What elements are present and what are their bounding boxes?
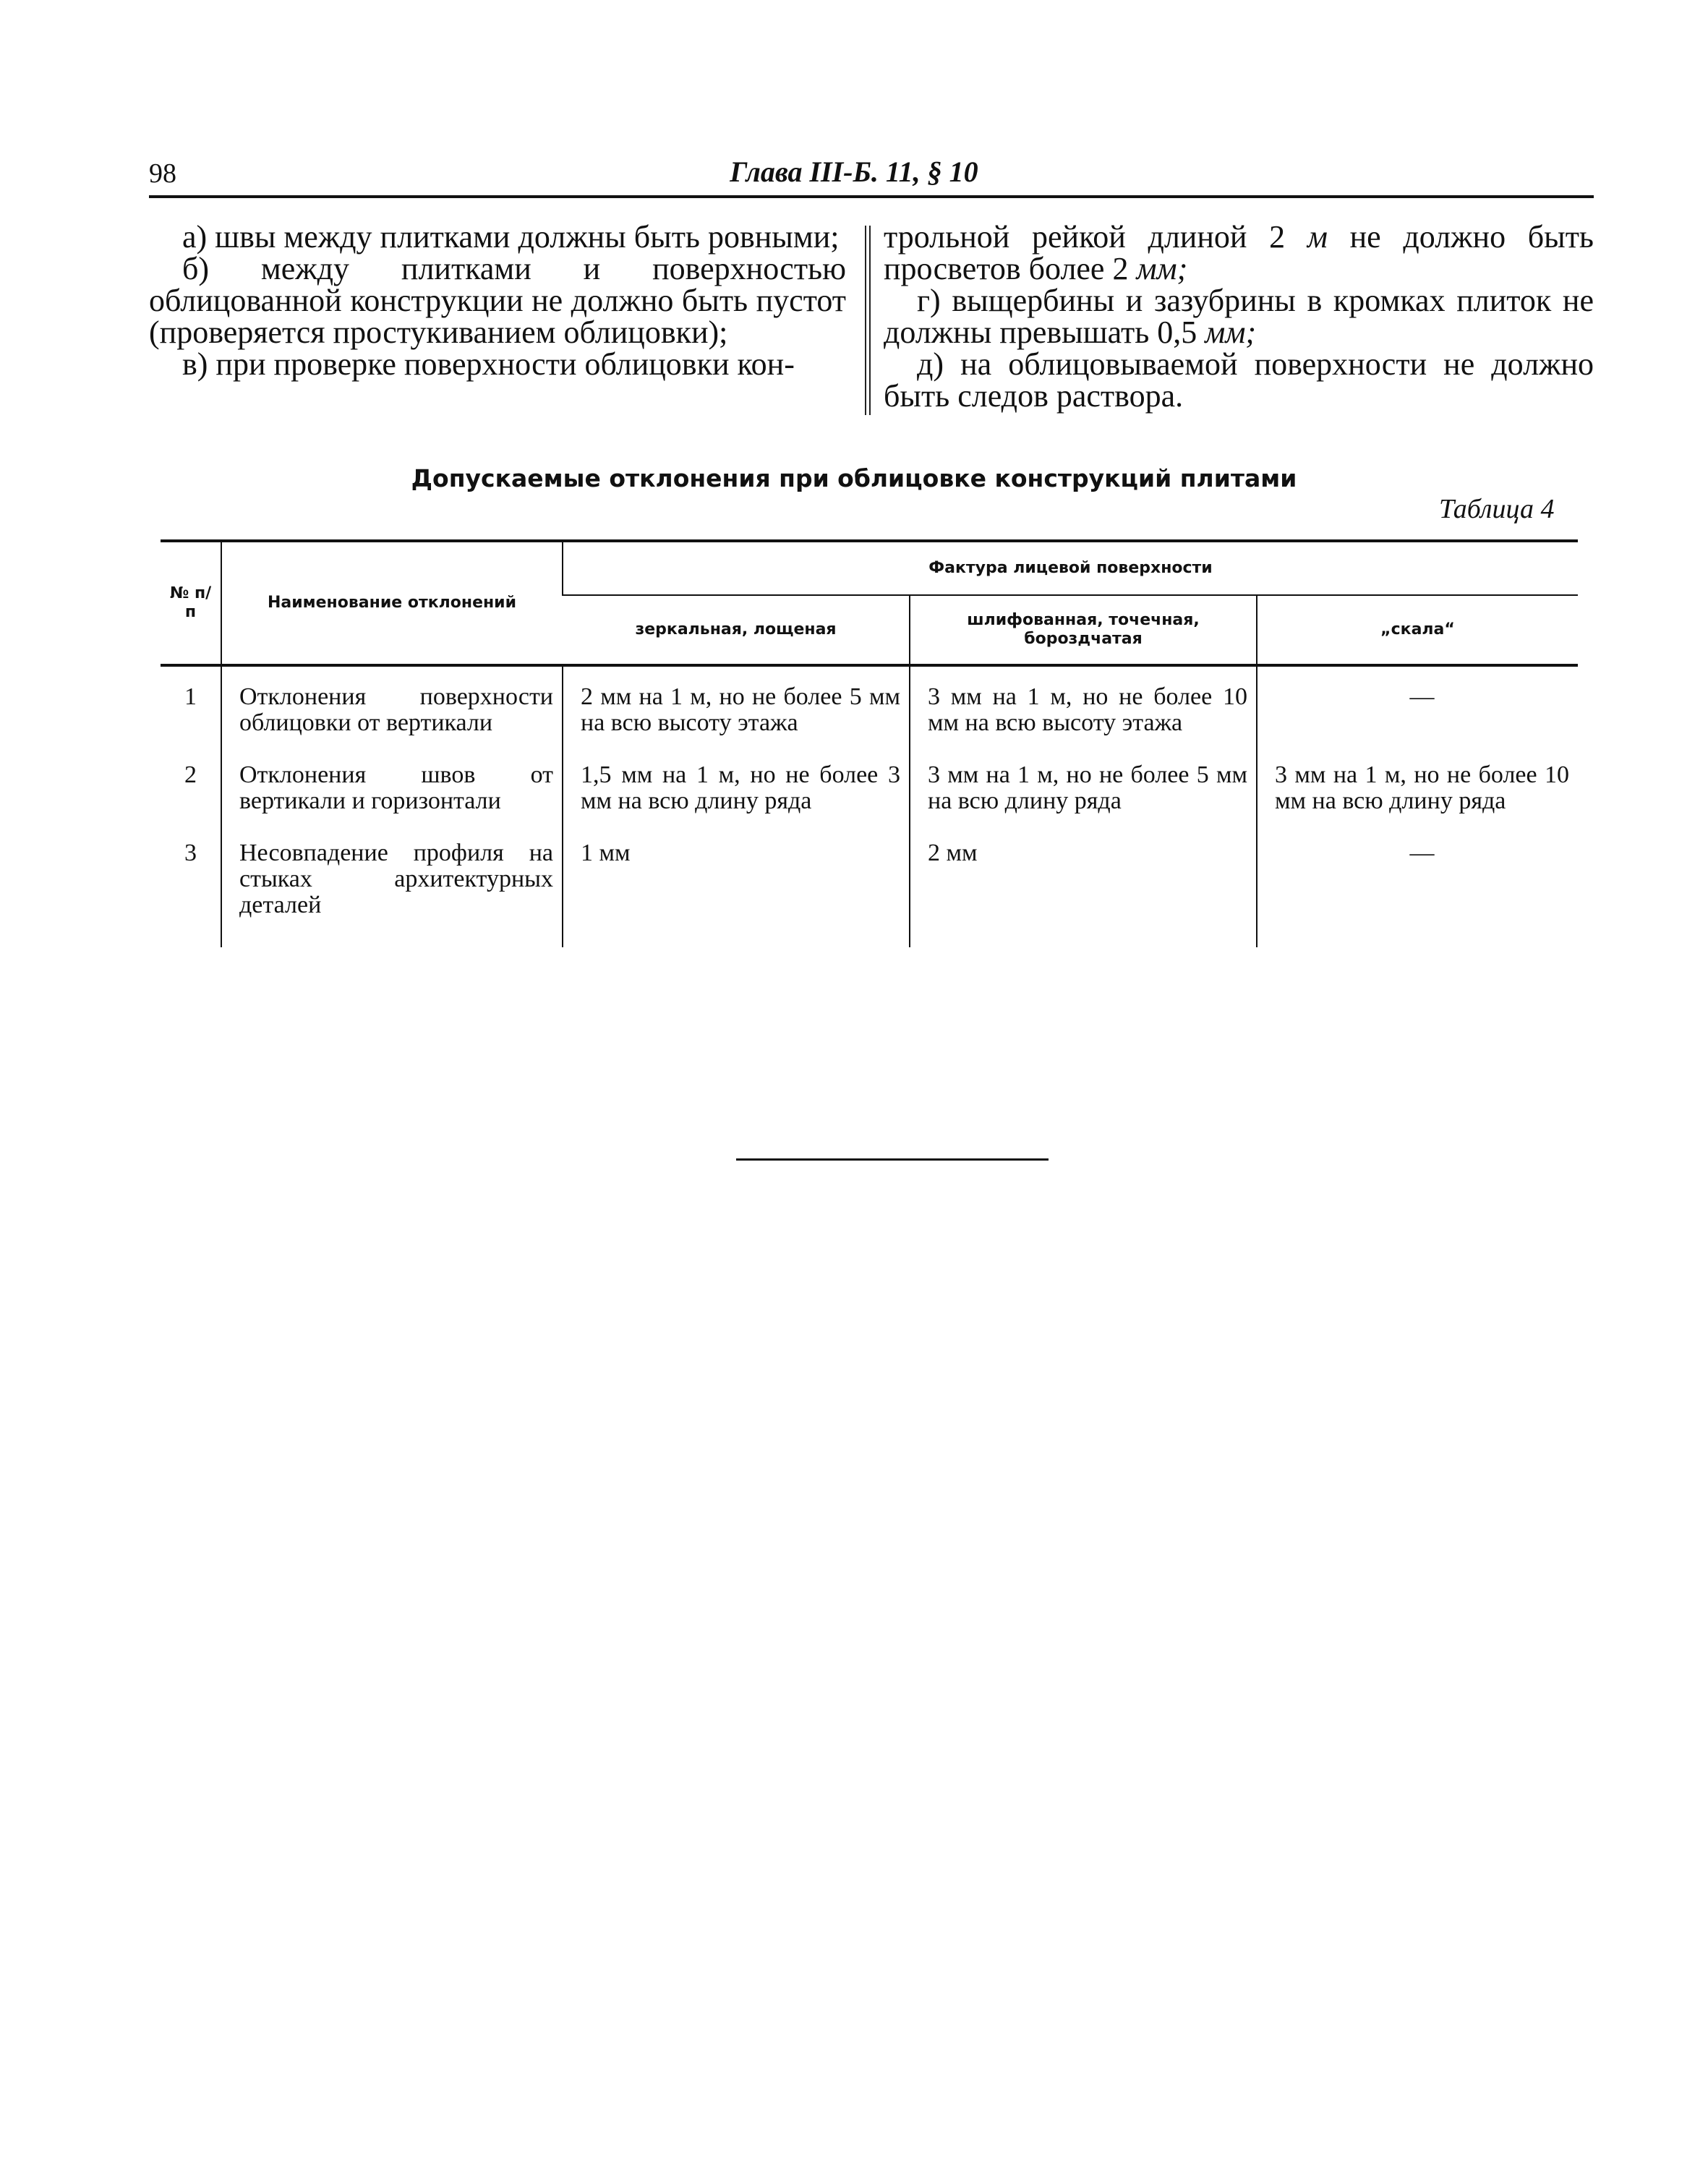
item-g-unit: мм; bbox=[1205, 315, 1257, 350]
row-c3: — bbox=[1257, 823, 1578, 947]
table-row bbox=[161, 745, 1578, 823]
item-v-text-1: трольной рейкой длиной 2 bbox=[884, 219, 1307, 255]
row-name: Несовпадение профиля на стыках архитектурных деталей bbox=[221, 823, 563, 947]
header-name: Наименование отклонений bbox=[221, 541, 563, 665]
item-a: а) швы между плитками должны быть ровными; bbox=[182, 219, 840, 255]
column-divider-second bbox=[869, 226, 871, 415]
row-num: 2 bbox=[184, 761, 197, 788]
row-name: Отклонения швов от вертикали и горизонтали bbox=[221, 745, 563, 823]
row-c1: 2 мм на 1 м, но не более 5 мм на всю высоту этажа bbox=[563, 665, 910, 745]
table-header-row bbox=[161, 541, 1578, 595]
text-column-left bbox=[149, 221, 846, 380]
header-group: Фактура лицевой поверхности bbox=[563, 541, 1578, 595]
end-rule bbox=[736, 1158, 1049, 1161]
header-c2: шлифованная, точечная, бороздчатая bbox=[910, 595, 1257, 665]
table-row bbox=[161, 823, 1578, 947]
page-number: 98 bbox=[149, 158, 176, 189]
item-v-text-2: не должно быть просветов более 2 bbox=[884, 219, 1594, 286]
text-column-right bbox=[884, 221, 1594, 412]
item-v-unit-2: мм; bbox=[1136, 251, 1188, 286]
item-v-unit-1: м bbox=[1307, 219, 1328, 255]
row-c2: 3 мм на 1 м, но не более 5 мм на всю длину ряда bbox=[910, 745, 1257, 823]
header-num: № п/п bbox=[161, 541, 221, 665]
row-num: 1 bbox=[184, 683, 197, 710]
row-c3: 3 мм на 1 м, но не более 10 мм на всю длину ряда bbox=[1257, 745, 1578, 823]
chapter-heading: Глава III-Б. 11, § 10 bbox=[730, 155, 978, 188]
row-name: Отклонения поверхности облицовки от вертикали bbox=[221, 665, 563, 745]
table-row bbox=[161, 665, 1578, 745]
row-c1: 1,5 мм на 1 м, но не более 3 мм на всю длину ряда bbox=[563, 745, 910, 823]
row-c3: — bbox=[1257, 665, 1578, 745]
item-v-continued bbox=[884, 221, 1594, 285]
item-b: б) между плитками и поверхностью облицованной конструкции не должно быть пустот (проверяется простукиванием облицовки); bbox=[149, 251, 846, 350]
header-c1: зеркальная, лощеная bbox=[563, 595, 910, 665]
header-rule bbox=[149, 195, 1594, 198]
row-c2: 2 мм bbox=[910, 823, 1257, 947]
row-c1: 1 мм bbox=[563, 823, 910, 947]
row-num: 3 bbox=[184, 840, 197, 866]
item-g bbox=[884, 285, 1594, 349]
column-divider bbox=[865, 226, 866, 415]
table-number: Таблица 4 bbox=[1439, 494, 1555, 524]
row-c2: 3 мм на 1 м, но не более 10 мм на всю высоту этажа bbox=[910, 665, 1257, 745]
header-c3: „скала“ bbox=[1257, 595, 1578, 665]
item-g-text: г) выщербины и зазубрины в кромках плиток не должны превышать 0,5 bbox=[884, 283, 1594, 350]
item-d: д) на облицовываемой поверхности не должно быть следов раствора. bbox=[884, 346, 1594, 414]
table-title: Допускаемые отклонения при облицовке конструкций плитами bbox=[411, 464, 1297, 492]
item-v: в) при проверке поверхности облицовки кон- bbox=[182, 346, 795, 382]
deviations-table bbox=[161, 539, 1578, 947]
